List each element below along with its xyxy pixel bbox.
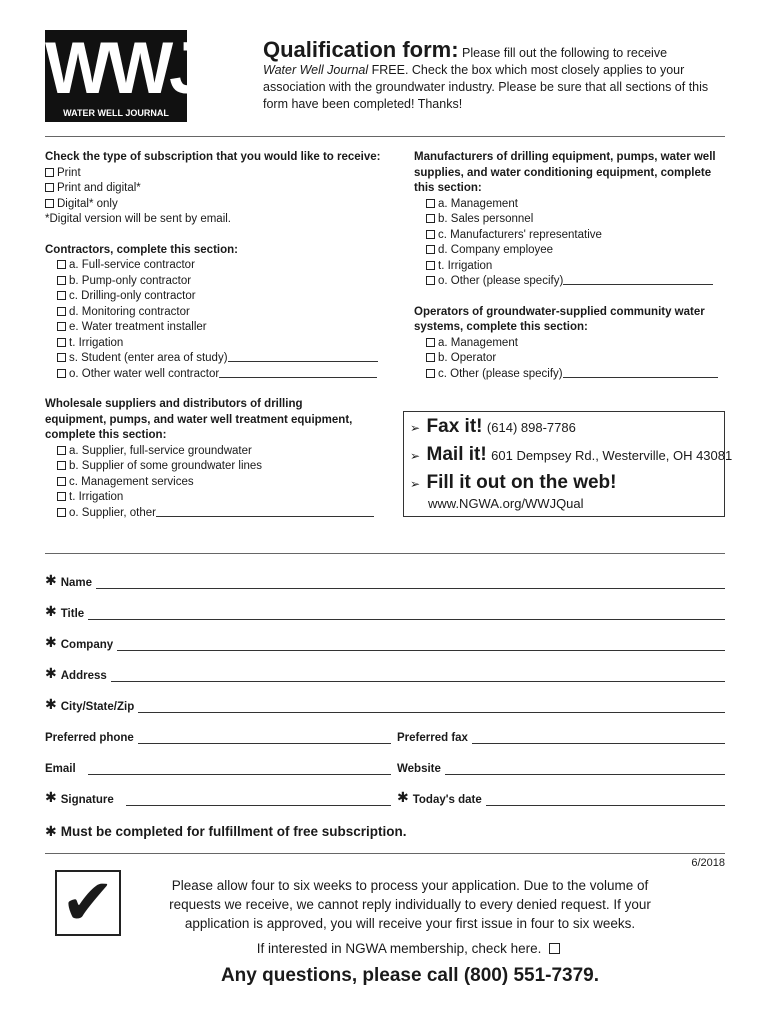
membership-checkbox[interactable] <box>549 943 560 954</box>
arrow-icon: ➢ <box>410 449 421 463</box>
website-field[interactable]: Website <box>397 759 725 775</box>
checkbox-icon[interactable] <box>57 276 66 285</box>
logo-letters: WWJ <box>45 27 205 109</box>
footer-divider <box>45 853 725 854</box>
name-field[interactable]: ✱ Name <box>45 573 725 589</box>
checkbox-print[interactable]: Print <box>45 166 390 182</box>
fax-input[interactable] <box>472 733 725 744</box>
web-row <box>410 472 617 494</box>
address-field[interactable]: ✱ Address <box>45 666 725 682</box>
required-star-icon: ✱ <box>45 823 57 839</box>
checkbox-icon[interactable] <box>57 307 66 316</box>
required-star-icon: ✱ <box>45 696 57 712</box>
manufacturers-heading: Manufacturers of drilling equipment, pumps, water well supplies, and water conditioning equipment, complete this section: <box>414 151 716 194</box>
checkbox-icon[interactable] <box>57 291 66 300</box>
checkbox-wholesale-o[interactable]: o. Supplier, other <box>45 506 390 522</box>
arrow-icon: ➢ <box>410 421 421 435</box>
questions-phone: Any questions, please call (800) 551-7379. <box>220 965 600 986</box>
header-lead: Please fill out the following to receive <box>462 46 668 60</box>
operators-heading: Operators of groundwater-supplied community water systems, complete this section: <box>414 305 705 333</box>
checkmark-box <box>55 866 121 940</box>
signature-input[interactable] <box>126 795 391 806</box>
mail-row <box>410 444 732 466</box>
checkbox-contractor-c[interactable]: c. Drilling-only contractor <box>45 289 390 305</box>
required-star-icon: ✱ <box>45 603 57 619</box>
contact-box <box>403 411 733 517</box>
header-divider <box>45 136 725 137</box>
checkbox-manufacturer-t[interactable]: t. Irrigation <box>414 259 726 275</box>
checkbox-wholesale-t[interactable]: t. Irrigation <box>45 490 390 506</box>
checkbox-contractor-d[interactable]: d. Monitoring contractor <box>45 305 390 321</box>
header-body: FREE. Check the box which most closely applies to your association with the groundwater industry. Please be sure that all sections of this form have been completed! Thanks! <box>263 63 709 111</box>
required-star-icon: ✱ <box>45 789 57 805</box>
checkbox-icon[interactable] <box>426 369 435 378</box>
checkbox-icon[interactable] <box>57 353 66 362</box>
title-input[interactable] <box>88 609 725 620</box>
phone-input[interactable] <box>138 733 391 744</box>
header-intro <box>263 37 723 113</box>
checkbox-icon[interactable] <box>57 369 66 378</box>
checkbox-wholesale-b[interactable]: b. Supplier of some groundwater lines <box>45 459 390 475</box>
name-input[interactable] <box>96 578 725 589</box>
fax-label: Fax it! <box>426 416 483 437</box>
address-input[interactable] <box>111 671 725 682</box>
signature-field[interactable]: ✱ Signature <box>45 790 391 806</box>
checkbox-icon[interactable] <box>57 322 66 331</box>
checkbox-icon[interactable] <box>57 260 66 269</box>
digital-note: *Digital version will be sent by email. <box>45 213 231 225</box>
checkbox-operator-b[interactable]: b. Operator <box>414 351 726 367</box>
checkbox-operator-a[interactable]: a. Management <box>414 336 726 352</box>
checkmark-icon: ✔ <box>61 866 115 940</box>
required-star-icon: ✱ <box>45 572 57 588</box>
email-input[interactable] <box>88 764 391 775</box>
checkbox-contractor-e[interactable]: e. Water treatment installer <box>45 320 390 336</box>
checkbox-contractor-s[interactable]: s. Student (enter area of study) <box>45 351 390 367</box>
email-field[interactable]: Email <box>45 759 391 775</box>
checkbox-contractor-a[interactable]: a. Full-service contractor <box>45 258 390 274</box>
date-field[interactable]: ✱ Today's date <box>397 790 725 806</box>
city-input[interactable] <box>138 702 725 713</box>
other-contractor-field[interactable] <box>219 367 377 378</box>
date-input[interactable] <box>486 795 725 806</box>
title-field[interactable]: ✱ Title <box>45 604 725 620</box>
checkbox-wholesale-a[interactable]: a. Supplier, full-service groundwater <box>45 444 390 460</box>
checkbox-icon[interactable] <box>426 199 435 208</box>
mail-address: 601 Dempsey Rd., Westerville, OH 43081 <box>491 448 733 463</box>
left-column <box>45 150 390 521</box>
checkbox-icon[interactable] <box>426 276 435 285</box>
required-star-icon: ✱ <box>397 789 409 805</box>
checkbox-icon[interactable] <box>45 183 54 192</box>
checkbox-icon[interactable] <box>426 245 435 254</box>
fax-row <box>410 416 576 438</box>
processing-note: Please allow four to six weeks to process your application. Due to the volume of requests we receive, we cannot reply individually to every denied request. If your application is approved, you will receive your first issue in four to six weeks. <box>169 878 651 931</box>
phone-field[interactable]: Preferred phone <box>45 728 391 744</box>
wholesale-heading: Wholesale suppliers and distributors of drilling equipment, pumps, and water well treatment equipment, complete this section: <box>45 398 353 441</box>
checkbox-icon[interactable] <box>426 261 435 270</box>
checkbox-manufacturer-c[interactable]: c. Manufacturers' representative <box>414 228 726 244</box>
checkbox-icon[interactable] <box>57 338 66 347</box>
company-input[interactable] <box>117 640 725 651</box>
website-input[interactable] <box>445 764 725 775</box>
fax-field[interactable]: Preferred fax <box>397 728 725 744</box>
checkbox-icon[interactable] <box>426 230 435 239</box>
checkbox-icon[interactable] <box>57 477 66 486</box>
checkbox-manufacturer-a[interactable]: a. Management <box>414 197 726 213</box>
checkbox-contractor-o[interactable]: o. Other water well contractor <box>45 367 390 383</box>
required-star-icon: ✱ <box>45 634 57 650</box>
checkbox-icon[interactable] <box>426 353 435 362</box>
checkbox-icon[interactable] <box>45 199 54 208</box>
checkbox-manufacturer-o[interactable]: o. Other (please specify) <box>414 274 726 290</box>
checkbox-contractor-t[interactable]: t. Irrigation <box>45 336 390 352</box>
checkbox-manufacturer-d[interactable]: d. Company employee <box>414 243 726 259</box>
fax-number: (614) 898-7786 <box>486 420 576 435</box>
form-date: 6/2018 <box>691 857 725 869</box>
checkbox-print-digital[interactable]: Print and digital* <box>45 181 390 197</box>
other-supplier-field[interactable] <box>156 506 374 517</box>
other-operator-field[interactable] <box>563 367 718 378</box>
other-manufacturer-field[interactable] <box>563 274 713 285</box>
logo-subtitle: WATER WELL JOURNAL <box>63 108 169 118</box>
checkbox-icon[interactable] <box>426 214 435 223</box>
arrow-icon: ➢ <box>410 477 421 491</box>
fields-divider <box>45 553 725 554</box>
checkbox-wholesale-c[interactable]: c. Management services <box>45 475 390 491</box>
journal-name: Water Well Journal <box>263 63 369 77</box>
study-area-field[interactable] <box>228 351 378 362</box>
right-column <box>414 150 726 382</box>
checkbox-operator-c[interactable]: c. Other (please specify) <box>414 367 726 383</box>
checkbox-icon[interactable] <box>57 508 66 517</box>
company-field[interactable]: ✱ Company <box>45 635 725 651</box>
mail-label: Mail it! <box>426 444 487 465</box>
checkbox-contractor-b[interactable]: b. Pump-only contractor <box>45 274 390 290</box>
subscription-heading: Check the type of subscription that you would like to receive: <box>45 151 381 163</box>
checkbox-icon[interactable] <box>45 168 54 177</box>
membership-text: If interested in NGWA membership, check here. <box>256 941 542 956</box>
contractors-heading: Contractors, complete this section: <box>45 243 238 256</box>
checkbox-icon[interactable] <box>57 446 66 455</box>
checkbox-icon[interactable] <box>57 492 66 501</box>
city-field[interactable]: ✱ City/State/Zip <box>45 697 725 713</box>
required-star-icon: ✱ <box>45 665 57 681</box>
wwj-logo <box>45 27 205 122</box>
checkbox-icon[interactable] <box>57 461 66 470</box>
page-title: Qualification form: <box>263 37 459 62</box>
membership-row <box>150 941 670 956</box>
required-note: ✱ Must be completed for fulfillment of free subscription. <box>45 823 407 839</box>
checkbox-digital[interactable]: Digital* only <box>45 197 390 213</box>
checkbox-manufacturer-b[interactable]: b. Sales personnel <box>414 212 726 228</box>
web-url[interactable]: www.NGWA.org/WWJQual <box>428 496 584 511</box>
checkbox-icon[interactable] <box>426 338 435 347</box>
web-label: Fill it out on the web! <box>426 472 617 493</box>
